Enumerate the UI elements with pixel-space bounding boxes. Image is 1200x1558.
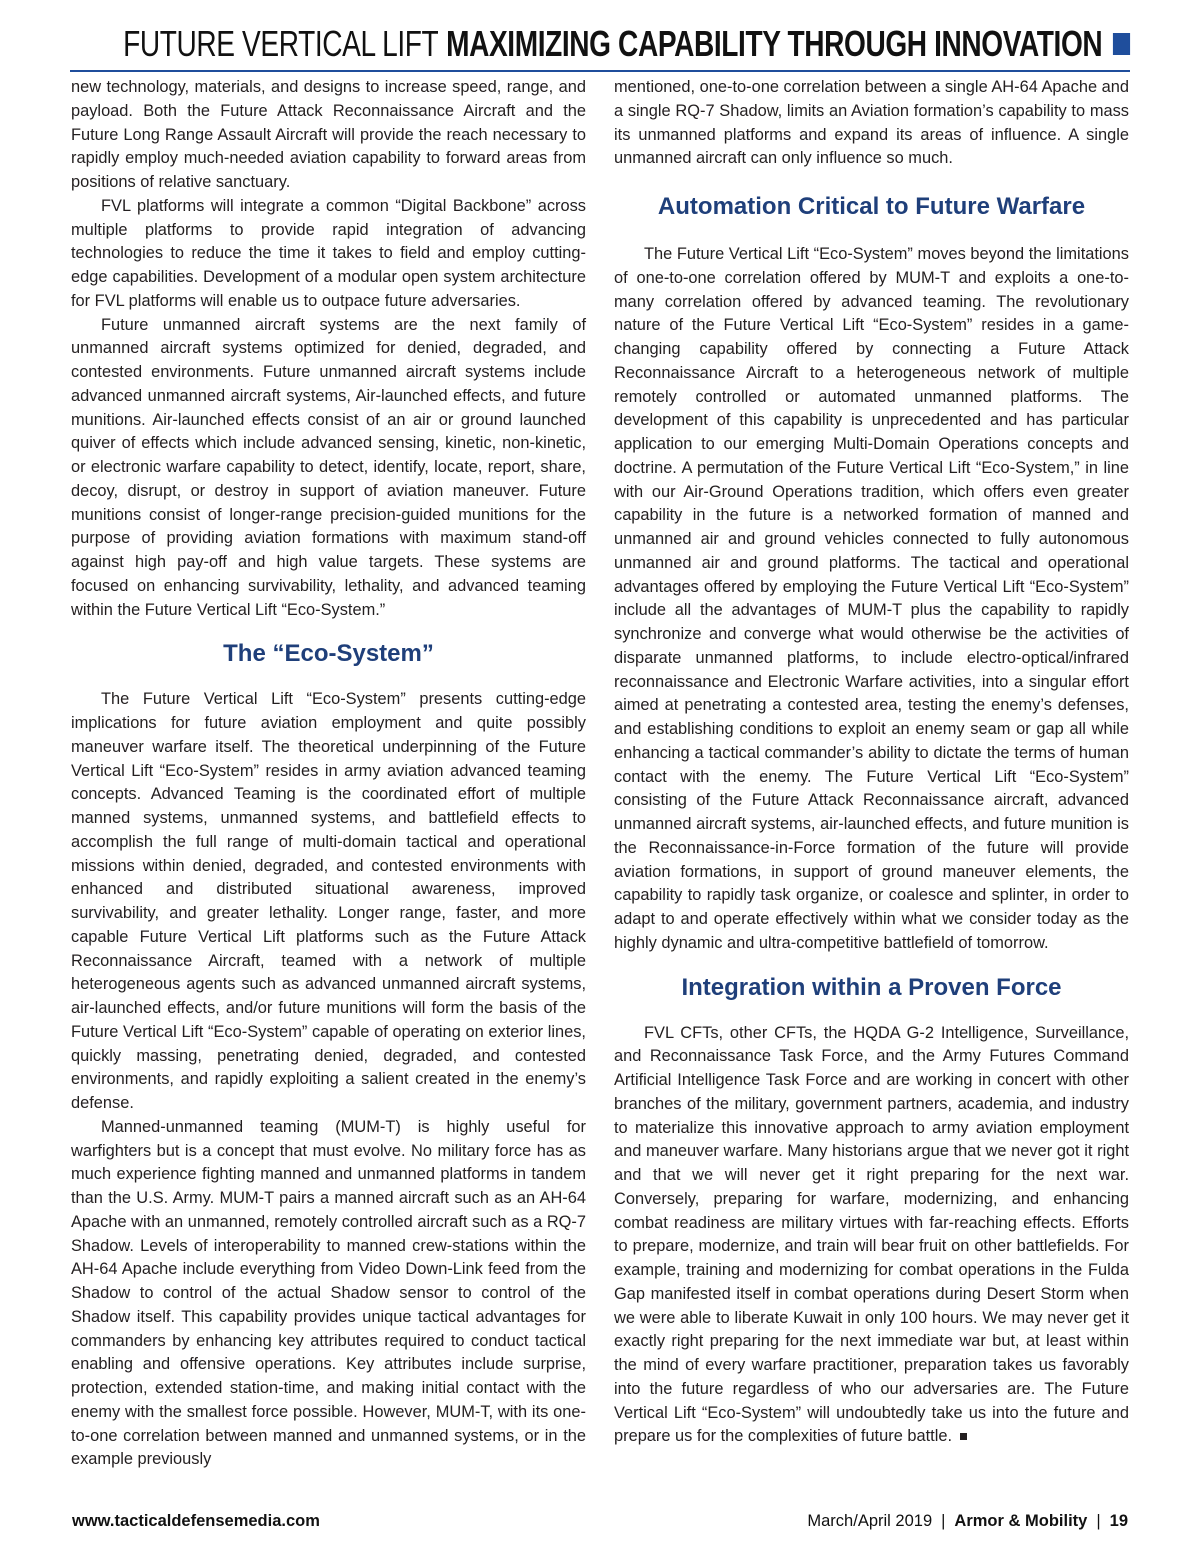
- right-paragraph-1: mentioned, one-to-one correlation between a single AH-64 Apache and a single RQ-7 Shadow, limits an Aviation formation’s capability to mass its unmanned platforms and expand its areas of influence. A single unmanned aircraft can only influence so much.: [614, 78, 1129, 168]
- right-paragraph-3: [614, 1022, 1129, 1450]
- left-paragraph-1: new technology, materials, and designs to increase speed, range, and payload. Both the Future Attack Reconnaissance Aircraft and the Future Long Range Assault Aircraft will provide the reach necessary to rapidly employ much-needed aviation capability to forward areas from positions of relative sanctuary.: [71, 78, 586, 191]
- footer-page-number: 19: [1109, 1511, 1128, 1530]
- left-paragraph-4: The Future Vertical Lift “Eco-System” presents cutting-edge implications for future aviation employment and quite possibly maneuver warfare itself. The theoretical underpinning of the Future Vertical Lift “Eco-System” resides in army aviation advanced teaming concepts. Advanced Teaming is the coordinated effort of multiple manned systems, unmanned systems, and battlefield effects to accomplish the full range of multi-domain tactical and operational missions within denied, degraded, and contested environments with enhanced and distributed situational awareness, improved survivability, and greater lethality. Longer range, faster, and more capable Future Vertical Lift platforms such as the Future Attack Reconnaissance Aircraft, teamed with a network of multiple heterogeneous agents such as advanced unmanned aircraft systems, air-launched effects, and/or future munitions will form the basis of the Future Vertical Lift “Eco-System” capable of operating on exterior lines, quickly massing, penetrating denied, degraded, and contested environments, and rapidly exploiting a salient created in the enemy’s defense.: [71, 690, 586, 1112]
- footer-separator-2: |: [1096, 1511, 1101, 1530]
- header-title-light: FUTURE VERTICAL LIFT: [122, 23, 438, 64]
- end-mark-icon: [960, 1433, 967, 1440]
- right-column: [614, 76, 1129, 1449]
- footer-magazine-name: Armor & Mobility: [954, 1511, 1088, 1530]
- right-paragraph-2: The Future Vertical Lift “Eco-System” moves beyond the limitations of one-to-one correlation offered by MUM-T and exploits a one-to-many correlation offered by advanced teaming. The revolutionary nature of the Future Vertical Lift “Eco-System” resides in a game-changing capability offered by connecting a Future Attack Reconnaissance Aircraft to a heterogeneous network of multiple remotely controlled or automated unmanned platforms. The development of this capability is unprecedented and has particular application to our emerging Multi-Domain Operations concepts and doctrine. A permutation of the Future Vertical Lift “Eco-System,” in line with our Air-Ground Operations tradition, which offers even greater capability in the future is a networked formation of manned and unmanned air and ground vehicles connected to fully autonomous unmanned air and ground platforms. The tactical and operational advantages offered by employing the Future Vertical Lift “Eco-System” include all the advantages of MUM-T plus the capability to rapidly synchronize and converge what would otherwise be the activities of disparate unmanned platforms, to include electro-optical/infrared reconnaissance and Electronic Warfare activities, into a singular effort aimed at penetrating a contested area, testing the enemy’s defenses, and establishing conditions to exploit an enemy seam or gap all while enhancing a tactical commander’s ability to dictate the terms of human contact with the enemy. The Future Vertical Lift “Eco-System” consisting of the Future Attack Reconnaissance aircraft, advanced unmanned aircraft systems, air-launched effects, and future munition is the Reconnaissance-in-Force formation of the future will provide aviation formations, in support of ground maneuver elements, the capability to rapidly task organize, or coalesce and splinter, in order to adapt to and operate effectively within what we consider today as the highly dynamic and ultra-competitive battlefield of tomorrow.: [614, 245, 1129, 952]
- header-rule: [70, 70, 1130, 72]
- section-heading-eco-system: The “Eco-System”: [223, 640, 434, 668]
- footer-date: March/April 2019: [807, 1511, 933, 1530]
- left-paragraph-5: Manned-unmanned teaming (MUM-T) is highly useful for warfighters but is a concept that must evolve. No military force has as much experience fighting manned and unmanned platforms in tandem than the U.S. Army. MUM-T pairs a manned aircraft such as an AH-64 Apache with an unmanned, remotely controlled aircraft such as a RQ-7 Shadow. Levels of interoperability to manned crew-stations within the AH-64 Apache include everything from Video Down-Link feed from the Shadow to control of the actual Shadow sensor to control of the Shadow itself. This capability provides unique tactical advantages for commanders by enhancing key attributes required to conduct tactical enabling and offensive operations. Key attributes include surprise, protection, extended station-time, and making initial contact with the enemy with the smallest force possible. However, MUM-T, with its one-to-one correlation between manned and unmanned systems, or in the example previously: [71, 1117, 586, 1469]
- header-title-bold: MAXIMIZING CAPABILITY THROUGH INNOVATION: [445, 23, 1102, 64]
- section-heading-integration: Integration within a Proven Force: [681, 973, 1062, 1001]
- footer-info: [807, 1512, 1128, 1531]
- left-paragraph-3: Future unmanned aircraft systems are the next family of unmanned aircraft systems optimized for denied, degraded, and contested environments. Future unmanned aircraft systems include advanced unmanned aircraft systems, Air-launched effects, and future munitions. Air-launched effects consist of an air or ground launched quiver of effects which include advanced sensing, kinetic, non-kinetic, or electronic warfare capability to detect, identify, locate, report, share, decoy, disrupt, or destroy in support of aviation maneuver. Future munitions consist of longer-range precision-guided munitions for the purpose of providing aviation formations with maximum stand-off against high pay-off and high value targets. These systems are focused on enhancing survivability, lethality, and advanced teaming within the Future Vertical Lift “Eco-System.”: [71, 315, 586, 619]
- footer-separator: |: [941, 1511, 946, 1530]
- section-heading-automation: Automation Critical to Future Warfare: [657, 193, 1086, 220]
- page-footer: [72, 1508, 1128, 1534]
- right-paragraph-3-text: FVL CFTs, other CFTs, the HQDA G-2 Intelligence, Surveillance, and Reconnaissance Task Force, and the Army Futures Command Artificial Intelligence Task Force and are working in concert with other branches of the military, government partners, academia, and industry to materialize this innovative approach to army aviation employment and maneuver warfare. Many historians argue that we never got it right and that we will never get it right preparing for the next war. Conversely, preparing for warfare, modernizing, and enhancing combat readiness are military virtues with far-reaching effects. Efforts to prepare, modernize, and train will bear fruit on other battlefields. For example, training and modernizing for combat operations in the Fulda Gap manifested itself in combat operations during Desert Storm when we were able to liberate Kuwait in only 100 hours. We may never get it exactly right preparing for the next immediate war but, at least within the mind of every warfare practitioner, preparation takes us favorably into the future regardless of who our adversaries are. The Future Vertical Lift “Eco-System” will undoubtedly take us into the future and prepare us for the complexities of future battle.: [614, 1023, 1129, 1446]
- left-column: [71, 76, 586, 1472]
- left-paragraph-2: FVL platforms will integrate a common “Digital Backbone” across multiple platforms to provide rapid integration of advancing technologies to reduce the time it takes to field and employ cutting-edge capabilities. Development of a modular open system architecture for FVL platforms will enable us to outpace future adversaries.: [71, 196, 586, 310]
- square-icon: [1113, 33, 1130, 55]
- running-header: [123, 22, 1130, 66]
- footer-url-link[interactable]: www.tacticaldefensemedia.com: [72, 1511, 320, 1530]
